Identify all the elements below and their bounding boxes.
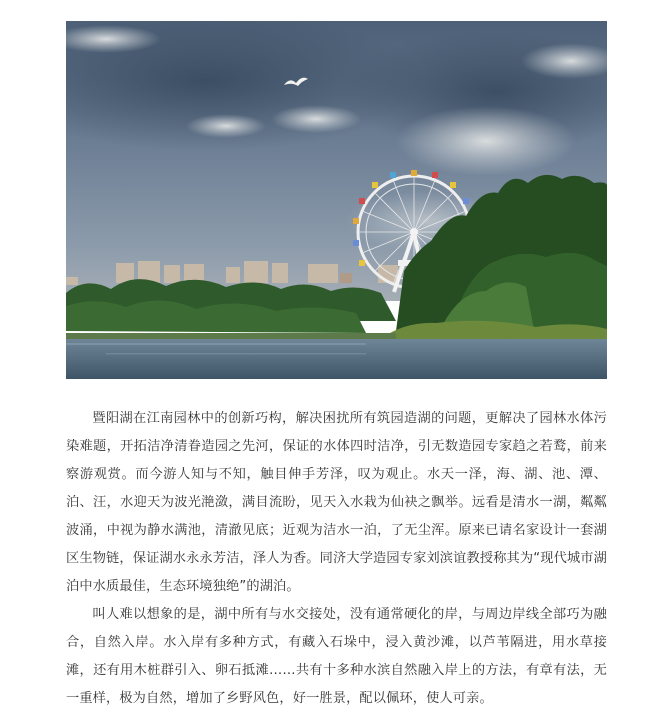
far-shore bbox=[66, 333, 396, 339]
article-paragraph: 暨阳湖在江南园林中的创新巧构，解决困扰所有筑园造湖的问题，更解决了园林水体污染难题，开拓洁净清眷造园之先河，保证的水体四时洁净，引无数造园专家趋之若鹜，前来察游观赏。而今游人知与不知，触目伸手芳泽，叹为观止。水天一泽，海、湖、池、潭、泊、汪，水迎天为波光滟潋，满目流盼，见天入水栽为仙袂之飘举。远看是清水一湖，粼粼波涌，中视为静水满池，清澈见底；近观为洁水一泊，了无尘浑。原来已请名家设计一套湖区生物链，保证湖水永永芳洁，泽人为香。同济大学造园专家刘滨谊教授称其为“现代城市湖泊中水质最佳，生态环境独绝”的湖泊。 bbox=[66, 411, 607, 594]
photo-illustration bbox=[66, 21, 607, 379]
article-paragraph: 叫人难以想象的是，湖中所有与水交接处，没有通常硬化的岸，与周边岸线全部巧为融合，自然入岸。水入岸有多种方式，有藏入石垛中，浸入黄沙滩，以芦苇隔进，用水草接滩，还有用木桩群引入、卵石抵滩……共有十多种水滨自然融入岸上的方法，有章有法，无一重样，极为自然，增加了乡野风色，好一胜景，配以佩环，使人可亲。 bbox=[66, 607, 607, 706]
cloud bbox=[271, 105, 361, 133]
lake-ferris-wheel-photo bbox=[66, 21, 607, 379]
article-body bbox=[66, 405, 607, 713]
cloud bbox=[396, 106, 576, 176]
cloud bbox=[186, 114, 266, 138]
